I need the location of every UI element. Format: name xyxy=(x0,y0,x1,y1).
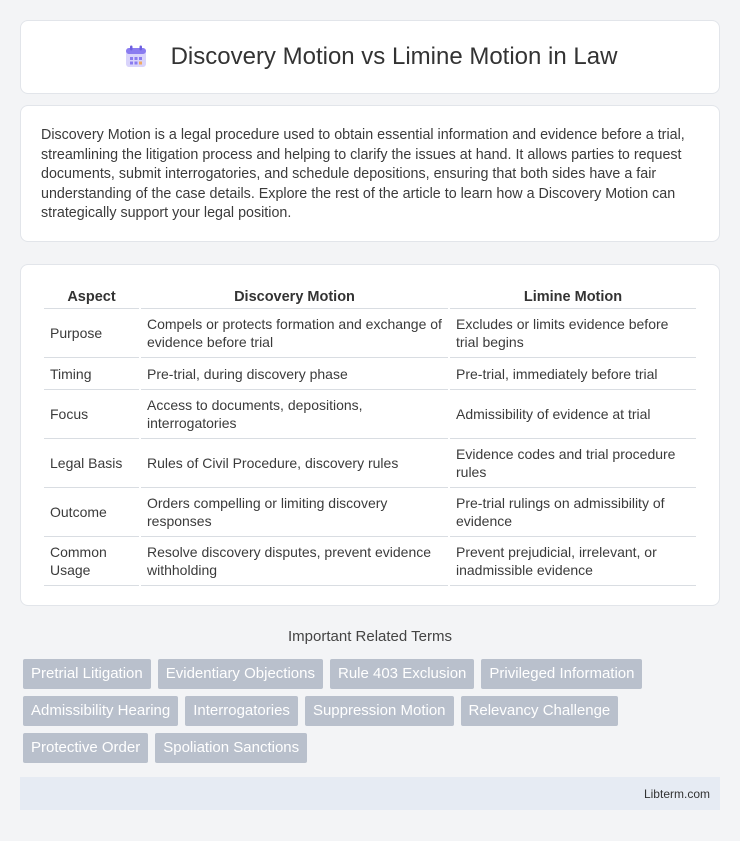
intro-card xyxy=(20,105,720,242)
row-discovery: Access to documents, depositions, interrogatories xyxy=(141,390,448,439)
related-term-tag[interactable]: Protective Order xyxy=(23,733,148,763)
related-term-tag[interactable]: Suppression Motion xyxy=(305,696,454,726)
related-term-tag[interactable]: Rule 403 Exclusion xyxy=(330,659,474,689)
row-limine: Pre-trial, immediately before trial xyxy=(450,358,696,390)
row-aspect: Timing xyxy=(44,358,139,390)
row-discovery: Rules of Civil Procedure, discovery rules xyxy=(141,439,448,488)
related-term-tag[interactable]: Relevancy Challenge xyxy=(461,696,619,726)
related-term-tag[interactable]: Pretrial Litigation xyxy=(23,659,151,689)
row-limine: Admissibility of evidence at trial xyxy=(450,390,696,439)
table-row xyxy=(44,390,696,439)
related-term-tag[interactable]: Admissibility Hearing xyxy=(23,696,178,726)
comparison-table xyxy=(42,285,698,586)
row-aspect: Outcome xyxy=(44,488,139,537)
table-row xyxy=(44,309,696,358)
related-term-tag[interactable]: Interrogatories xyxy=(185,696,298,726)
comparison-table-card xyxy=(20,264,720,606)
intro-paragraph: Discovery Motion is a legal procedure used to obtain essential information and evidence before a trial, streamlining the litigation process and helping to clarify the issues at hand. It allows parties to request documents, submit interrogatories, and schedule depositions, ensuring that both sides have a fair understanding of the case details. Explore the rest of the article to learn how a Discovery Motion can strategically support your legal position. xyxy=(41,127,685,221)
related-terms-title: Important Related Terms xyxy=(288,628,452,645)
header-card xyxy=(20,20,720,94)
table-row xyxy=(44,358,696,390)
row-aspect: Common Usage xyxy=(44,537,139,586)
related-term-tag[interactable]: Privileged Information xyxy=(481,659,642,689)
row-discovery: Orders compelling or limiting discovery responses xyxy=(141,488,448,537)
row-aspect: Legal Basis xyxy=(44,439,139,488)
row-aspect: Focus xyxy=(44,390,139,439)
footer xyxy=(20,777,720,810)
related-term-tag[interactable]: Evidentiary Objections xyxy=(158,659,323,689)
row-limine: Prevent prejudicial, irrelevant, or inadmissible evidence xyxy=(450,537,696,586)
related-term-tag[interactable]: Spoliation Sanctions xyxy=(155,733,307,763)
row-limine: Pre-trial rulings on admissibility of evidence xyxy=(450,488,696,537)
header-discovery-motion: Discovery Motion xyxy=(141,285,448,309)
row-limine: Evidence codes and trial procedure rules xyxy=(450,439,696,488)
row-discovery: Pre-trial, during discovery phase xyxy=(141,358,448,390)
page-title: Discovery Motion vs Limine Motion in Law xyxy=(170,43,618,70)
footer-site-link[interactable]: Libterm.com xyxy=(643,786,710,801)
table-row xyxy=(44,488,696,537)
row-aspect: Purpose xyxy=(44,309,139,358)
header-aspect: Aspect xyxy=(44,285,139,309)
row-discovery: Compels or protects formation and exchange of evidence before trial xyxy=(141,309,448,358)
header-limine-motion: Limine Motion xyxy=(450,285,696,309)
table-header-row xyxy=(44,285,696,309)
row-discovery: Resolve discovery disputes, prevent evidence withholding xyxy=(141,537,448,586)
calendar-icon xyxy=(123,44,149,70)
table-row xyxy=(44,439,696,488)
row-limine: Excludes or limits evidence before trial begins xyxy=(450,309,696,358)
table-row xyxy=(44,537,696,586)
related-terms-list xyxy=(23,659,723,770)
